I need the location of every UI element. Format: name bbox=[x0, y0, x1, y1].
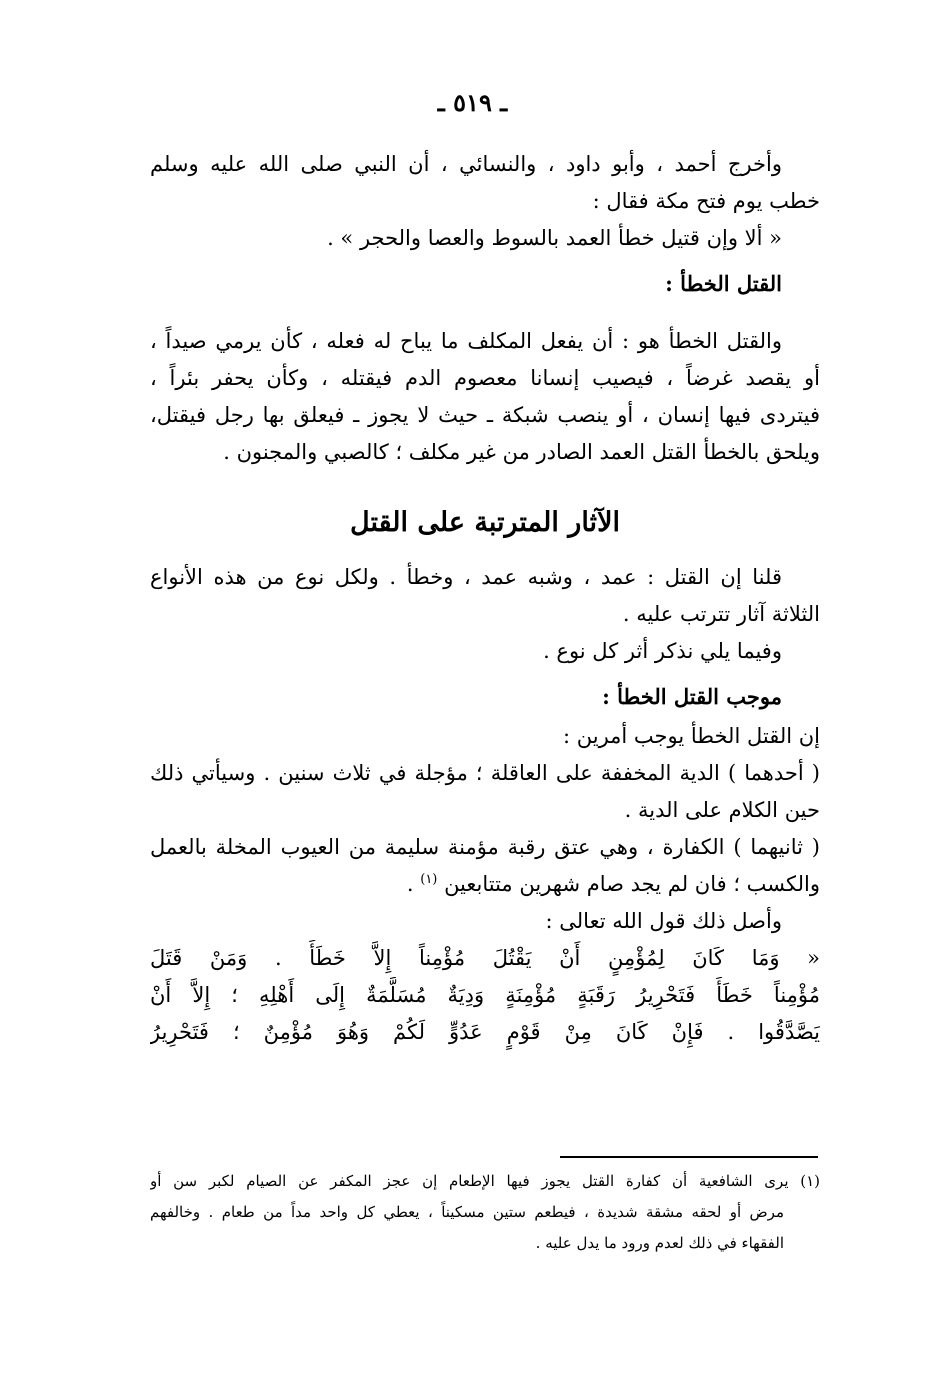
text-line: وأصل ذلك قول الله تعالى : bbox=[545, 909, 782, 933]
text-line: ( أحدهما ) الدية المخففة على العاقلة ؛ مؤجلة في ثلاث سنين . وسيأتي ذلك bbox=[150, 761, 820, 785]
quran-verse-line: يَصَّدَّقُوا . فَإِنْ كَانَ مِنْ قَوْمٍ عَدُوٍّ لَكُمْ وَهُوَ مُؤْمِنٌ ؛ فَتَحْرِيرُ bbox=[150, 1020, 820, 1044]
section-title: الآثار المترتبة على القتل bbox=[350, 507, 620, 538]
text-line: خطب يوم فتح مكة فقال : bbox=[592, 189, 820, 213]
text-line: أو يقصد غرضاً ، فيصيب إنسانا معصوم الدم فيقتله ، وكأن يحفر بئراً ، bbox=[150, 366, 820, 390]
text-line: حين الكلام على الدية . bbox=[624, 798, 820, 822]
text-line bbox=[150, 866, 820, 903]
footnote-divider bbox=[560, 1156, 818, 1158]
subheading-qatl-khata: القتل الخطأ : bbox=[665, 271, 782, 296]
quran-verse-line: مُؤْمِناً خَطَأً فَتَحْرِيرُ رَقَبَةٍ مُؤْمِنَةٍ وَدِيَةٌ مُسَلَّمَةٌ إِلَى أَهْلِهِ ؛ إِلاَّ أَنْ bbox=[150, 983, 820, 1007]
text-line: ( ثانيهما ) الكفارة ، وهي عتق رقبة مؤمنة سليمة من العيوب المخلة بالعمل bbox=[150, 835, 820, 859]
text-line: والقتل الخطأ هو : أن يفعل المكلف ما يباح له فعله ، كأن يرمي صيداً ، bbox=[150, 329, 782, 353]
footnote-line: (١) يرى الشافعية أن كفارة القتل يجوز فيها الإطعام إن عجز المكفر عن الصيام لكبر سن أو bbox=[150, 1172, 820, 1190]
hadith-quote: « ألا وإن قتيل خطأ العمد بالسوط والعصا والحجر » . bbox=[327, 226, 782, 250]
footnote-reference[interactable]: (١) bbox=[420, 872, 438, 887]
text-line: إن القتل الخطأ يوجب أمرين : bbox=[562, 724, 820, 748]
text-line: الثلاثة آثار تترتب عليه . bbox=[622, 602, 820, 626]
text-span: والكسب ؛ فان لم يجد صام شهرين متتابعين bbox=[444, 872, 820, 896]
text-line: فيتردى فيها إنسان ، أو ينصب شبكة ـ حيث لا يجوز ـ فيعلق بها رجل فيقتل، bbox=[150, 403, 820, 427]
line-end-period: . bbox=[406, 872, 414, 896]
text-line: قلنا إن القتل : عمد ، وشبه عمد ، وخطأ . ولكل نوع من هذه الأنواع bbox=[150, 565, 782, 589]
text-line: ويلحق بالخطأ القتل العمد الصادر من غير مكلف ؛ كالصبي والمجنون . bbox=[223, 440, 820, 464]
footnote-line: الفقهاء في ذلك لعدم ورود ما يدل عليه . bbox=[535, 1234, 784, 1252]
main-text bbox=[150, 146, 820, 1051]
footnote-block bbox=[150, 1166, 820, 1259]
text-line: وأخرج أحمد ، وأبو داود ، والنسائي ، أن النبي صلى الله عليه وسلم bbox=[150, 152, 782, 176]
quran-verse-line: « وَمَا كَانَ لِمُؤْمِنٍ أَنْ يَقْتُلَ مُؤْمِناً إِلاَّ خَطَأً . وَمَنْ قَتَلَ bbox=[150, 946, 820, 970]
subheading-mujib: موجب القتل الخطأ : bbox=[602, 684, 782, 709]
text-line: وفيما يلي نذكر أثر كل نوع . bbox=[543, 639, 782, 663]
footnote-line: مرض أو لحقه مشقة شديدة ، فيطعم ستين مسكيناً ، يعطي كل واحد مداً من طعام . وخالفهم bbox=[150, 1203, 784, 1221]
page-number: ـ ٥١٩ ـ bbox=[437, 88, 508, 117]
